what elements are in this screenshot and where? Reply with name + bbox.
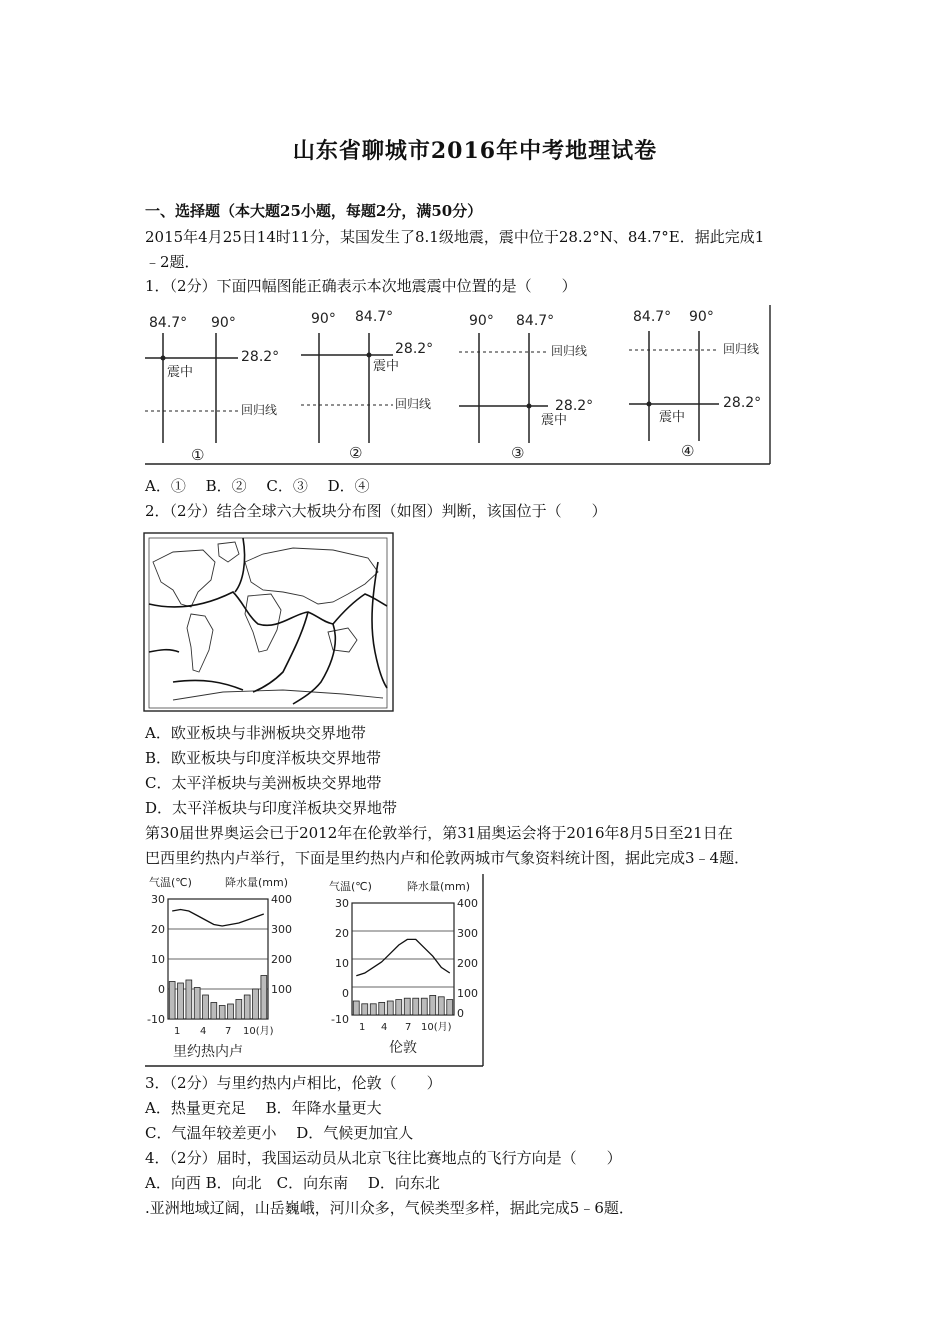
- tick-label: -10: [331, 1013, 349, 1026]
- precip-bar: [253, 989, 259, 1019]
- tick-label: 300: [271, 923, 292, 936]
- lon-label: 84.7°: [149, 315, 188, 331]
- question-2-option: C．太平洋板块与美洲板块交界地带: [145, 774, 382, 792]
- precip-bar: [169, 982, 175, 1020]
- question-2-stem: 2．（2分）结合全球六大板块分布图（如图）判断，该国位于（ ）: [145, 502, 607, 520]
- lat-label: 28.2°: [241, 349, 280, 365]
- temp-axis-label: 气温(℃): [329, 880, 372, 893]
- climate-charts: [143, 872, 485, 1068]
- tropic-label: 回归线: [551, 344, 588, 358]
- question-4-options: A．向西 B．向北 C．向东南 D．向东北: [145, 1174, 440, 1192]
- question-3-stem: 3．（2分）与里约热内卢相比，伦敦（ ）: [145, 1074, 442, 1092]
- temp-axis-label: 气温(℃): [149, 876, 192, 889]
- question-2-option: A．欧亚板块与非洲板块交界地带: [145, 724, 366, 742]
- question-3-options: C．气温年较差更小 D．气候更加宜人: [145, 1124, 414, 1142]
- epicenter-label: 震中: [373, 359, 400, 374]
- precip-bar: [370, 1004, 376, 1015]
- lon-label: 90°: [311, 311, 336, 327]
- tropic-label: 回归线: [395, 397, 432, 411]
- page-title: 山东省聊城市2016年中考地理试卷: [292, 138, 658, 164]
- intro-text: .亚洲地域辽阔，山岳巍峨，河川众多，气候类型多样，据此完成5﹣6题．: [145, 1199, 634, 1217]
- lon-label: 90°: [469, 313, 494, 329]
- precip-bar: [430, 995, 436, 1015]
- temperature-line: [356, 939, 450, 975]
- tick-label: 0: [457, 1007, 464, 1020]
- precip-bar: [421, 998, 427, 1015]
- tick-label: 1: [174, 1026, 181, 1037]
- tick-label: 10(月): [243, 1026, 274, 1037]
- tick-label: 4: [200, 1026, 207, 1037]
- tick-label: 20: [151, 923, 165, 936]
- precip-axis-label: 降水量(mm): [407, 880, 471, 893]
- lat-label: 28.2°: [555, 398, 594, 414]
- tick-label: 200: [271, 953, 292, 966]
- tropic-label: 回归线: [241, 403, 278, 417]
- question-1-stem: 1．（2分）下面四幅图能正确表示本次地震震中位置的是（ ）: [145, 277, 577, 295]
- tick-label: 10: [151, 953, 165, 966]
- diagram-1: [145, 315, 279, 464]
- precip-bar: [413, 998, 419, 1015]
- question-1-options: A．① B．② C．③ D．④: [145, 477, 370, 495]
- epicenter-label: 震中: [659, 410, 686, 425]
- temp-ticks: [147, 893, 165, 1026]
- precip-ticks: [457, 897, 478, 1020]
- plate-map: [143, 532, 395, 713]
- tick-label: 300: [457, 927, 478, 940]
- diagram-4: [629, 309, 761, 460]
- lat-label: 28.2°: [395, 341, 434, 357]
- section-heading: 一、选择题（本大题25小题，每题2分，满50分）: [145, 202, 483, 220]
- precip-bar: [404, 998, 410, 1015]
- precip-bar: [244, 995, 250, 1019]
- epicenter-label: 震中: [541, 413, 568, 428]
- diagram-2: [301, 309, 433, 462]
- precip-bar: [194, 988, 200, 1020]
- precip-bar: [228, 1004, 234, 1019]
- precip-bar: [186, 980, 192, 1019]
- tick-label: 4: [381, 1022, 388, 1033]
- precip-bar: [219, 1006, 225, 1020]
- city-label: 里约热内卢: [173, 1044, 243, 1060]
- epicenter-label: 震中: [167, 365, 194, 380]
- intro-text: ﹣2题．: [145, 253, 200, 271]
- city-label: 伦敦: [389, 1040, 417, 1056]
- question-2-option: D．太平洋板块与印度洋板块交界地带: [145, 799, 398, 817]
- question-4-stem: 4．（2分）届时，我国运动员从北京飞往比赛地点的飞行方向是（ ）: [145, 1149, 622, 1167]
- diagram-number: ③: [511, 444, 525, 462]
- precip-ticks: [271, 893, 292, 996]
- tick-label: 200: [457, 957, 478, 970]
- climate-charts-figure: [143, 872, 485, 1068]
- diagram-number: ④: [681, 442, 695, 460]
- precip-bar: [203, 995, 209, 1019]
- plate-map-figure: [143, 532, 395, 713]
- precip-bar: [178, 983, 184, 1019]
- lon-label: 90°: [689, 309, 714, 325]
- tick-label: 30: [335, 897, 349, 910]
- precip-bar: [236, 1000, 242, 1020]
- lat-lon-diagrams: [143, 303, 773, 466]
- lon-label: 84.7°: [633, 309, 672, 325]
- month-ticks: [359, 1021, 452, 1033]
- diagram-3: [459, 313, 593, 462]
- month-ticks: [174, 1025, 274, 1037]
- temp-ticks: [331, 897, 349, 1026]
- precip-bar: [447, 1000, 453, 1015]
- tick-label: 0: [342, 987, 349, 1000]
- diagram-number: ①: [191, 446, 205, 464]
- tick-label: 30: [151, 893, 165, 906]
- tick-label: 100: [457, 987, 478, 1000]
- intro-text: 2015年4月25日14时11分，某国发生了8.1级地震，震中位于28.2°N、84.7°E．据此完成1: [145, 228, 765, 246]
- precip-bar: [438, 997, 444, 1015]
- tick-label: 400: [457, 897, 478, 910]
- tick-label: 7: [225, 1026, 232, 1037]
- precip-bar: [261, 976, 267, 1020]
- precip-bar: [379, 1002, 385, 1015]
- lon-label: 84.7°: [516, 313, 555, 329]
- tick-label: 10: [335, 957, 349, 970]
- precip-bar: [387, 1001, 393, 1015]
- intro-text: 巴西里约热内卢举行，下面是里约热内卢和伦敦两城市气象资料统计图，据此完成3﹣4题．: [145, 849, 750, 867]
- tick-label: 100: [271, 983, 292, 996]
- question-3-options: A．热量更充足 B．年降水量更大: [145, 1099, 382, 1117]
- tick-label: 400: [271, 893, 292, 906]
- tick-label: -10: [147, 1013, 165, 1026]
- question-2-option: B．欧亚板块与印度洋板块交界地带: [145, 749, 382, 767]
- lat-label: 28.2°: [723, 395, 762, 411]
- tick-label: 1: [359, 1022, 366, 1033]
- lon-label: 90°: [211, 315, 236, 331]
- precip-bar: [362, 1004, 368, 1015]
- intro-text: 第30届世界奥运会已于2012年在伦敦举行，第31届奥运会将于2016年8月5日至21日在: [145, 824, 733, 842]
- temperature-line: [172, 910, 264, 927]
- precip-bar: [353, 1001, 359, 1015]
- diagram-number: ②: [349, 444, 363, 462]
- q1-figure: [143, 303, 773, 466]
- tick-label: 0: [158, 983, 165, 996]
- precip-axis-label: 降水量(mm): [225, 876, 289, 889]
- precip-bar: [211, 1003, 217, 1020]
- tropic-label: 回归线: [723, 342, 760, 356]
- lon-label: 84.7°: [355, 309, 394, 325]
- tick-label: 20: [335, 927, 349, 940]
- tick-label: 10(月): [421, 1022, 452, 1033]
- tick-label: 7: [405, 1022, 412, 1033]
- precip-bar: [396, 1000, 402, 1015]
